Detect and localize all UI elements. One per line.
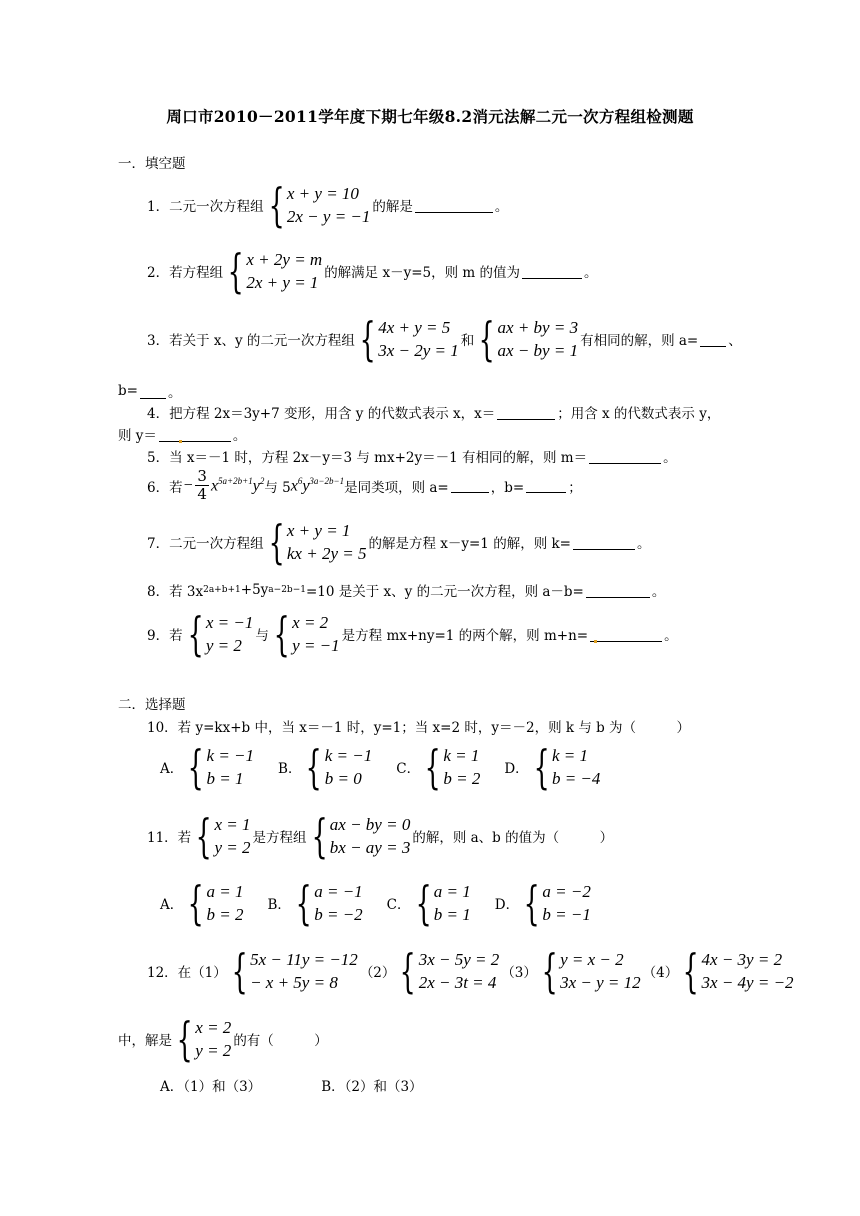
q1-system bbox=[266, 178, 371, 232]
question-12-cont bbox=[118, 1012, 328, 1066]
q7-prefix: 7．二元一次方程组 bbox=[147, 536, 264, 552]
q3-and: 和 bbox=[460, 333, 475, 349]
q12-s4-eq2: 3x − 4y = −2 bbox=[701, 973, 794, 992]
option-label: B． bbox=[278, 761, 302, 777]
option-label: C． bbox=[386, 897, 411, 913]
option-eq2: b = −4 bbox=[551, 769, 601, 788]
option-eq1: k = −1 bbox=[206, 746, 255, 765]
brace-icon: { bbox=[176, 1012, 193, 1066]
q12-sol-eq2: y = 2 bbox=[195, 1041, 232, 1060]
q6-mid: 与 5 bbox=[264, 479, 291, 496]
q6-suffix: 是同类项，则 a= bbox=[344, 479, 449, 496]
q4-end: 。 bbox=[232, 428, 247, 444]
q1-answer-blank[interactable] bbox=[415, 198, 493, 213]
option-eq2: b = −1 bbox=[542, 905, 591, 924]
q3-suffix: 有相同的解，则 a= bbox=[580, 333, 699, 349]
q6-y2: y bbox=[302, 477, 310, 495]
q12-system-1 bbox=[229, 944, 358, 998]
q2-eq1: x + 2y = m bbox=[246, 250, 323, 269]
question-4 bbox=[147, 402, 720, 422]
question-1 bbox=[147, 178, 509, 232]
option-label: A． bbox=[160, 761, 184, 777]
q11-eq3: ax − by = 0 bbox=[329, 815, 411, 834]
q12-options bbox=[160, 1075, 423, 1095]
q12-solution bbox=[174, 1012, 232, 1066]
q7-answer-blank[interactable] bbox=[573, 535, 635, 550]
q11-system bbox=[309, 809, 411, 863]
q3-b-label: b= bbox=[118, 383, 138, 399]
question-8 bbox=[147, 580, 665, 600]
option-label: C． bbox=[396, 761, 421, 777]
question-4-cont bbox=[118, 424, 246, 444]
q11-mid: 是方程组 bbox=[252, 830, 307, 846]
q7-system bbox=[266, 515, 367, 569]
q6-exp4: 3a−2b−1 bbox=[309, 475, 345, 486]
q6-y: y bbox=[252, 477, 260, 495]
question-6 bbox=[147, 468, 582, 503]
q6-exp3: 6 bbox=[297, 475, 303, 486]
q12-label-3: （3） bbox=[501, 965, 537, 981]
q7-eq2: kx + 2y = 5 bbox=[286, 544, 367, 563]
brace-icon: { bbox=[187, 876, 204, 930]
question-11 bbox=[147, 809, 614, 863]
q1-suffix: 的解是 bbox=[372, 199, 413, 215]
q2-system bbox=[225, 244, 323, 298]
q8-end: 。 bbox=[651, 584, 666, 600]
q5-end: 。 bbox=[663, 450, 677, 466]
q2-end: 。 bbox=[584, 265, 598, 281]
q12-suffix: 的有（ ） bbox=[233, 1033, 328, 1049]
q3-eq1: 4x + y = 5 bbox=[378, 318, 451, 337]
q1-end: 。 bbox=[494, 199, 509, 215]
q6-fraction bbox=[195, 468, 209, 503]
q12-system-3 bbox=[539, 944, 641, 998]
q8-suffix: =10 是关于 x、y 的二元一次方程，则 a－b= bbox=[305, 584, 584, 600]
q12-s3-eq1: y = x − 2 bbox=[560, 950, 624, 969]
q4-answer-blank-x[interactable] bbox=[497, 405, 555, 420]
q9-eq3: x = 2 bbox=[292, 613, 329, 632]
q6-x2: x bbox=[290, 477, 298, 495]
q4-y-label: 则 y＝ bbox=[118, 428, 157, 444]
q12-s2-eq2: 2x − 3t = 4 bbox=[418, 973, 497, 992]
q6-b-label: ，b= bbox=[490, 479, 525, 496]
q10-options bbox=[160, 740, 624, 794]
option-eq1: k = 1 bbox=[443, 746, 480, 765]
q9-eq1: x = −1 bbox=[205, 613, 254, 632]
section-multiple-choice: 二．选择题 bbox=[118, 697, 186, 713]
q3-system-1 bbox=[357, 312, 459, 366]
q1-eq1: x + y = 10 bbox=[286, 184, 359, 203]
q11-option-b[interactable] bbox=[267, 876, 365, 930]
q10-text: 10．若 y=kx+b 中，当 x＝－1 时，y=1；当 x=2 时，y＝－2，则 k 与 b 为（ ） bbox=[147, 720, 691, 736]
q6-answer-blank-b[interactable] bbox=[526, 478, 566, 493]
option-label: A． bbox=[160, 897, 184, 913]
q12-label-4: （4） bbox=[642, 965, 679, 981]
q9-answer-blank[interactable] bbox=[590, 627, 662, 642]
q3-system-2 bbox=[476, 312, 579, 366]
option-label: B． bbox=[267, 897, 291, 913]
q12-system-4 bbox=[680, 944, 794, 998]
brace-icon: { bbox=[359, 312, 376, 366]
q12-sol-eq1: x = 2 bbox=[195, 1018, 232, 1037]
marker-dot bbox=[594, 640, 597, 643]
question-7 bbox=[147, 515, 651, 569]
q6-minus: − bbox=[182, 476, 194, 494]
q11-prefix: 11．若 bbox=[147, 830, 192, 846]
q4-text: 4．把方程 2x＝3y+7 变形，用含 y 的代数式表示 x，x＝ bbox=[147, 406, 496, 422]
brace-icon: { bbox=[306, 740, 323, 794]
brace-icon: { bbox=[195, 809, 212, 863]
q7-end: 。 bbox=[636, 536, 651, 552]
q3-answer-blank-a[interactable] bbox=[700, 332, 726, 347]
brace-icon: { bbox=[415, 876, 432, 930]
q12-option-b[interactable]: B．（2）和（3） bbox=[321, 1079, 423, 1095]
q12-s1-eq1: 5x − 11y = −12 bbox=[250, 950, 358, 969]
brace-icon: { bbox=[268, 178, 285, 232]
q9-system-2 bbox=[271, 607, 340, 661]
option-eq2: b = 1 bbox=[206, 769, 244, 788]
brace-icon: { bbox=[478, 312, 495, 366]
q9-and: 与 bbox=[255, 628, 269, 644]
question-12 bbox=[147, 944, 796, 998]
q7-eq1: x + y = 1 bbox=[286, 521, 351, 540]
q11-options bbox=[160, 876, 615, 930]
q9-end: 。 bbox=[664, 628, 678, 644]
q11-solution bbox=[193, 809, 251, 863]
option-eq2: b = 2 bbox=[206, 905, 244, 924]
brace-icon: { bbox=[227, 244, 244, 298]
q3-separator: 、 bbox=[728, 333, 742, 349]
q1-prefix: 1．二元一次方程组 bbox=[147, 199, 264, 215]
q9-eq4: y = −1 bbox=[292, 636, 340, 655]
q12-s2-eq1: 3x − 5y = 2 bbox=[418, 950, 500, 969]
q8-exp2: a−2b−1 bbox=[268, 585, 306, 595]
q9-eq2: y = 2 bbox=[205, 636, 242, 655]
option-eq1: a = −2 bbox=[542, 882, 591, 901]
brace-icon: { bbox=[231, 944, 248, 998]
q8-mid: +5y bbox=[240, 582, 269, 598]
brace-icon: { bbox=[311, 809, 328, 863]
brace-icon: { bbox=[523, 876, 540, 930]
question-3-cont bbox=[118, 381, 181, 401]
q4-mid: ；用含 x 的代数式表示 y， bbox=[557, 406, 721, 422]
brace-icon: { bbox=[399, 944, 417, 998]
question-10 bbox=[147, 716, 690, 736]
q7-suffix: 的解是方程 x－y=1 的解，则 k= bbox=[368, 536, 571, 552]
option-label: D． bbox=[494, 897, 520, 913]
q3-answer-blank-b[interactable] bbox=[140, 384, 166, 399]
option-label: D． bbox=[504, 761, 529, 777]
q2-suffix: 的解满足 x－y=5，则 m 的值为 bbox=[324, 265, 521, 281]
q10-option-a[interactable] bbox=[160, 740, 256, 794]
q10-option-b[interactable] bbox=[278, 740, 374, 794]
q12-option-a[interactable]: A．（1）和（3） bbox=[160, 1079, 262, 1095]
q2-prefix: 2．若方程组 bbox=[147, 265, 224, 281]
question-5 bbox=[147, 446, 677, 466]
q11-option-a[interactable] bbox=[160, 876, 246, 930]
option-eq1: a = −1 bbox=[314, 882, 363, 901]
q6-end: ； bbox=[568, 479, 582, 496]
q6-exp1: 5a+2b+1 bbox=[218, 475, 253, 486]
q9-prefix: 9．若 bbox=[147, 628, 183, 644]
brace-icon: { bbox=[187, 607, 204, 661]
brace-icon: { bbox=[533, 740, 550, 794]
q11-eq1: x = 1 bbox=[214, 815, 251, 834]
q8-exp1: 2a+b+1 bbox=[203, 585, 241, 595]
q12-label-2: （2） bbox=[359, 965, 396, 981]
q6-x: x bbox=[210, 477, 219, 495]
q9-suffix: 是方程 mx+ny=1 的两个解，则 m+n= bbox=[341, 628, 589, 644]
q9-system-1 bbox=[185, 607, 254, 661]
q6-prefix: 6．若 bbox=[147, 479, 183, 496]
brace-icon: { bbox=[424, 740, 441, 794]
q3-eq4: ax − by = 1 bbox=[497, 341, 579, 360]
q11-eq2: y = 2 bbox=[214, 838, 251, 857]
q6-answer-blank-a[interactable] bbox=[451, 478, 489, 493]
q3-prefix: 3．若关于 x、y 的二元一次方程组 bbox=[147, 333, 355, 349]
option-eq1: k = −1 bbox=[324, 746, 373, 765]
q5-text: 5．当 x＝－1 时，方程 2x－y＝3 与 mx+2y＝－1 有相同的解，则 m＝ bbox=[147, 450, 588, 466]
q3-end: 。 bbox=[167, 385, 182, 401]
brace-icon: { bbox=[187, 740, 204, 794]
brace-icon: { bbox=[268, 515, 285, 569]
brace-icon: { bbox=[682, 944, 699, 998]
marker-dot bbox=[179, 440, 182, 443]
q6-exp2: 2 bbox=[259, 475, 265, 486]
q11-suffix: 的解，则 a、b 的值为（ ） bbox=[412, 830, 614, 846]
q5-answer-blank[interactable] bbox=[589, 449, 661, 464]
brace-icon: { bbox=[541, 944, 558, 998]
q6-numerator: 3 bbox=[197, 467, 207, 485]
question-3 bbox=[147, 312, 742, 366]
q8-answer-blank[interactable] bbox=[586, 583, 650, 598]
option-eq1: k = 1 bbox=[551, 746, 588, 765]
option-eq2: b = 0 bbox=[324, 769, 362, 788]
q3-eq3: ax + by = 3 bbox=[497, 318, 579, 337]
q6-denominator: 4 bbox=[197, 485, 207, 503]
q11-option-d[interactable] bbox=[494, 876, 593, 930]
q2-eq2: 2x + y = 1 bbox=[246, 273, 319, 292]
option-eq2: b = 2 bbox=[443, 769, 481, 788]
page-title: 周口市2010－2011学年度下期七年级8.2消元法解二元一次方程组检测题 bbox=[166, 107, 694, 126]
question-2 bbox=[147, 244, 598, 298]
option-eq1: a = 1 bbox=[206, 882, 244, 901]
q10-option-d[interactable] bbox=[504, 740, 602, 794]
section-fill-in: 一．填空题 bbox=[118, 156, 186, 172]
q12-s4-eq1: 4x − 3y = 2 bbox=[701, 950, 783, 969]
q2-answer-blank[interactable] bbox=[522, 264, 582, 279]
q12-s3-eq2: 3x − y = 12 bbox=[560, 973, 641, 992]
q10-option-c[interactable] bbox=[396, 740, 482, 794]
q12-system-2 bbox=[397, 944, 500, 998]
brace-icon: { bbox=[273, 607, 290, 661]
option-eq2: b = −2 bbox=[314, 905, 363, 924]
q1-eq2: 2x − y = −1 bbox=[286, 207, 371, 226]
q11-option-c[interactable] bbox=[386, 876, 473, 930]
q4-answer-blank-y[interactable] bbox=[159, 427, 231, 442]
brace-icon: { bbox=[295, 876, 312, 930]
q12-line2: 中，解是 bbox=[118, 1033, 172, 1049]
q12-prefix: 12．在（1） bbox=[147, 965, 227, 981]
option-eq1: a = 1 bbox=[433, 882, 471, 901]
option-eq2: b = 1 bbox=[433, 905, 471, 924]
q11-eq4: bx − ay = 3 bbox=[329, 838, 411, 857]
q12-s1-eq2: − x + 5y = 8 bbox=[250, 973, 338, 992]
question-9 bbox=[147, 607, 678, 661]
q8-prefix: 8．若 3x bbox=[147, 584, 204, 600]
q3-eq2: 3x − 2y = 1 bbox=[378, 341, 459, 360]
